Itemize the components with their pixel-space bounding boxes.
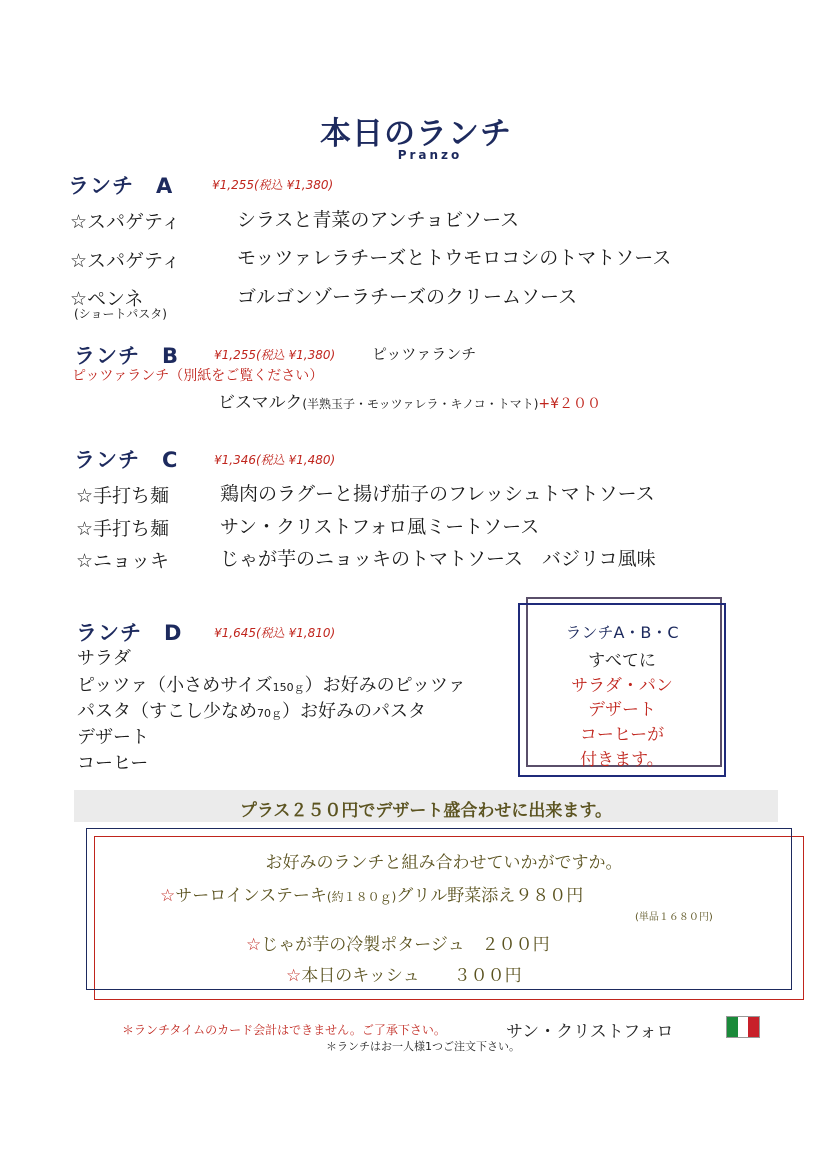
lunch-b-extra-name: ビスマルク xyxy=(218,393,303,413)
italian-flag-icon xyxy=(726,1016,760,1038)
lunch-b-heading: ランチ B xyxy=(74,344,180,368)
lunch-a-item-3-note: (ショートパスタ) xyxy=(74,307,167,321)
lunch-d-pizza-label: ピッツァ（小さめサイズ xyxy=(77,675,273,696)
order-note: ＊ランチはお一人様1つご注文下さい。 xyxy=(326,1040,520,1053)
included-box-line-2: すべてに xyxy=(588,651,656,671)
lunch-d-pasta-label: パスタ（すこし少なめ xyxy=(77,701,257,722)
lunch-a-price: ¥1,255(税込 ¥1,380) xyxy=(212,178,334,192)
included-box-line-6: 付きます。 xyxy=(580,750,664,770)
lunch-c-heading: ランチ C xyxy=(74,448,179,472)
addon-steak xyxy=(160,881,583,906)
lunch-d-dessert: デザート xyxy=(77,727,149,748)
lunch-d-pasta xyxy=(77,697,426,723)
lunch-d-pizza-weight: 150ｇ xyxy=(272,681,305,694)
lunch-a-item-2-desc: モッツァレラチーズとトウモロコシのトマトソース xyxy=(237,247,672,269)
lunch-a-item-1-desc: シラスと青菜のアンチョビソース xyxy=(237,209,520,231)
page-title: 本日のランチ xyxy=(320,116,512,152)
lunch-b-extra xyxy=(218,388,601,413)
addon-soup-star: ☆ xyxy=(246,935,262,955)
flag-red-stripe xyxy=(748,1017,759,1037)
lunch-a-item-3-desc: ゴルゴンゾーラチーズのクリームソース xyxy=(237,286,578,308)
lunch-a-item-2-type: ☆スパゲティ xyxy=(70,250,181,272)
dessert-banner-text: プラス２５０円でデザート盛合わせに出来ます。 xyxy=(239,801,613,821)
addon-quiche-star: ☆ xyxy=(286,966,302,986)
lunch-a-heading: ランチ A xyxy=(68,174,174,198)
lunch-d-price: ¥1,645(税込 ¥1,810) xyxy=(214,626,336,640)
included-box-line-1: ランチA・B・C xyxy=(565,623,679,642)
addon-soup xyxy=(246,930,550,955)
lunch-d-pasta-choice: ）お好みのパスタ xyxy=(282,701,426,722)
addon-soup-text: じゃが芋の冷製ポタージュ ２００円 xyxy=(261,935,550,955)
flag-white-stripe xyxy=(738,1017,749,1037)
lunch-a-item-3-type: ☆ペンネ xyxy=(70,288,144,310)
included-box-line-3: サラダ・パン xyxy=(571,676,673,696)
lunch-c-item-2-desc: サン・クリストフォロ風ミートソース xyxy=(220,516,540,538)
lunch-c-price: ¥1,346(税込 ¥1,480) xyxy=(214,453,336,467)
card-payment-notice: ＊ランチタイムのカード会計はできません。ご了承下さい。 xyxy=(122,1023,446,1037)
lunch-c-item-1-desc: 鶏肉のラグーと揚げ茄子のフレッシュトマトソース xyxy=(220,483,655,505)
addon-quiche-text: 本日のキッシュ ３００円 xyxy=(301,966,522,986)
lunch-c-item-3-type: ☆ニョッキ xyxy=(76,550,170,572)
lunch-d-coffee: コーヒー xyxy=(77,753,149,774)
lunch-d-pasta-weight: 70ｇ xyxy=(257,707,282,720)
lunch-b-extra-price: +¥２００ xyxy=(538,396,602,412)
flag-green-stripe xyxy=(727,1017,738,1037)
lunch-c-item-1-type: ☆手打ち麺 xyxy=(76,485,170,507)
addon-steak-name: サーロインステーキ xyxy=(175,886,327,906)
lunch-b-price: ¥1,255(税込 ¥1,380) xyxy=(214,348,336,362)
addon-steak-star: ☆ xyxy=(160,886,176,906)
addon-quiche xyxy=(286,961,522,986)
lunch-d-heading: ランチ D xyxy=(76,621,183,645)
lunch-d-pizza-choice: ）お好みのピッツァ xyxy=(304,675,466,696)
lunch-a-item-1-type: ☆スパゲティ xyxy=(70,211,181,233)
addon-steak-weight: (約１８０ｇ) xyxy=(326,890,397,904)
included-box-line-4: デザート xyxy=(588,700,656,720)
lunch-c-item-3-desc: じゃが芋のニョッキのトマトソース バジリコ風味 xyxy=(220,548,656,570)
page-subtitle: Pranzo xyxy=(397,148,463,162)
lunch-b-note: ピッツァランチ（別紙をご覧ください） xyxy=(72,368,324,384)
included-box-line-5: コーヒーが xyxy=(579,725,665,745)
lunch-d-salad: サラダ xyxy=(77,648,131,669)
lunch-c-item-2-type: ☆手打ち麺 xyxy=(76,518,170,540)
restaurant-name: サン・クリストフォロ xyxy=(506,1022,674,1042)
lunch-b-name: ピッツァランチ xyxy=(372,345,477,363)
lunch-b-extra-detail: (半熟玉子・モッツァレラ・キノコ・トマト) xyxy=(302,397,539,411)
lunch-d-pizza xyxy=(77,671,466,697)
addon-steak-price: グリル野菜添え９８０円 xyxy=(396,886,584,906)
addon-steak-single-price: (単品１６８０円) xyxy=(635,912,713,923)
addons-intro: お好みのランチと組み合わせていかがですか。 xyxy=(265,853,623,873)
